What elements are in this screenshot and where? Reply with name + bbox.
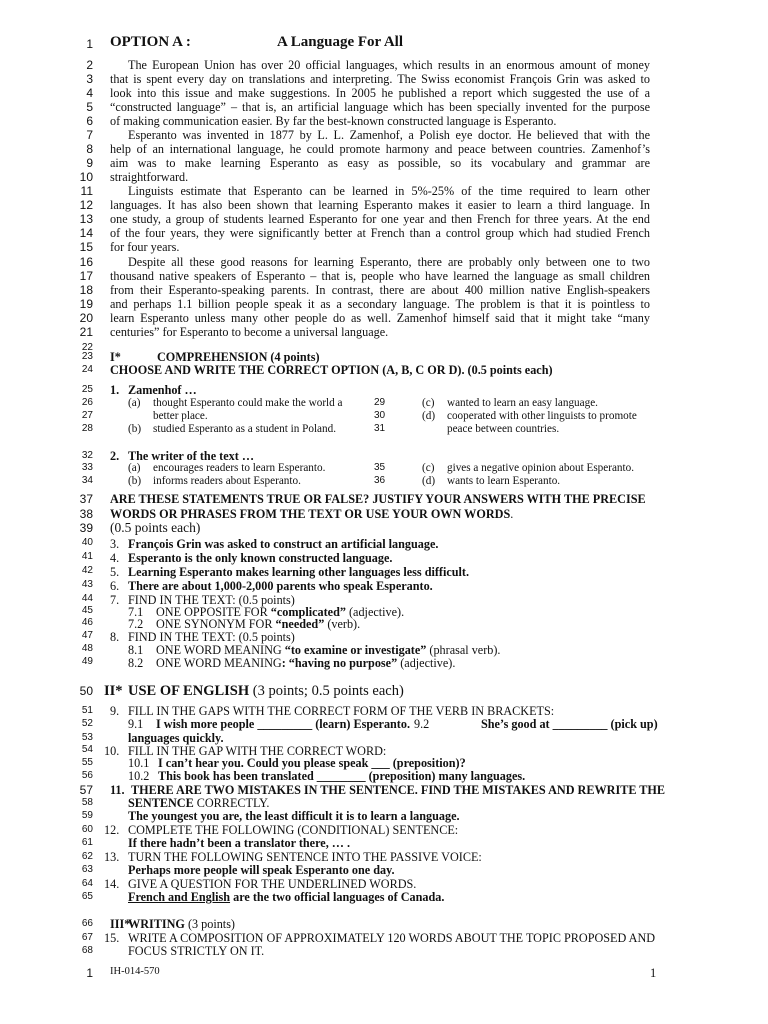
line-number: 53	[81, 732, 93, 743]
option-text: informs readers about Esperanto.	[153, 475, 301, 487]
sub-question-text: (adjective).	[345, 605, 405, 619]
sub-question-number: 9.1	[128, 717, 144, 731]
question-text: FIND IN THE TEXT: (0.5 points)	[128, 630, 295, 644]
question-number: 8.	[110, 630, 120, 644]
line-number: 48	[81, 643, 93, 654]
line-number: 9	[86, 156, 93, 170]
line-number: 22	[81, 342, 93, 353]
paragraph-line: of making communication easier. By far the best-known constructed language is Esperanto.	[110, 114, 557, 128]
option-label: (d)	[422, 475, 436, 487]
sub-question-text: ONE SYNONYM FOR	[156, 617, 276, 631]
option-text: studied Esperanto as a student in Poland.	[153, 423, 337, 435]
line-number: 67	[81, 932, 93, 943]
question-text: FIND IN THE TEXT: (0.5 points)	[128, 593, 295, 607]
line-number: 5	[86, 100, 93, 114]
line-number: 54	[81, 744, 93, 755]
option-label: (c)	[422, 462, 435, 474]
option-text: wanted to learn an easy language.	[447, 397, 598, 409]
line-number: 60	[81, 824, 93, 835]
line-number: 45	[81, 605, 93, 616]
line-number: 38	[79, 507, 93, 521]
instruction: ARE THESE STATEMENTS TRUE OR FALSE? JUSTIFY YOUR ANSWERS WITH THE PRECISE	[110, 492, 646, 506]
sub-question-text: ONE OPPOSITE FOR	[156, 605, 271, 619]
paragraph-line: straightforward.	[110, 170, 189, 184]
line-number: 10	[79, 170, 93, 184]
line-number: 32	[81, 450, 93, 461]
option-text: peace between countries.	[447, 423, 560, 435]
option-label: (c)	[422, 397, 435, 409]
line-number: 68	[81, 945, 93, 956]
line-number: 51	[81, 705, 93, 716]
line-number: 49	[81, 656, 93, 667]
sub-question-text: (adjective).	[397, 656, 456, 670]
line-number: 58	[81, 797, 93, 808]
sentence: The youngest you are, the least difficult it is to learn a language.	[128, 809, 460, 823]
line-number: 1	[86, 37, 93, 51]
line-number: 3	[86, 72, 93, 86]
line-number: 47	[81, 630, 93, 641]
option-text: thought Esperanto could make the world a	[153, 397, 343, 409]
line-number: 18	[79, 283, 93, 297]
line-number: 62	[81, 851, 93, 862]
line-number: 23	[81, 351, 93, 362]
line-number: 15	[79, 240, 93, 254]
section-title: COMPREHENSION (4 points)	[157, 350, 320, 364]
paragraph-line: aim was to make learning Esperanto as easy as possible, so its vocabulary and grammar are	[110, 156, 650, 170]
sub-question-text: She’s good at _________ (pick up)	[481, 717, 658, 731]
section-points: (3 points; 0.5 points each)	[249, 683, 404, 699]
line-number: 63	[81, 864, 93, 875]
question-number: 9.	[110, 704, 120, 718]
document-code: IH-014-570	[110, 966, 160, 977]
line-number: 41	[81, 551, 93, 562]
line-number: 16	[79, 255, 93, 269]
line-number: 29	[374, 397, 386, 408]
option-text: better place.	[153, 410, 208, 422]
line-number: 52	[81, 718, 93, 729]
question-number: 14.	[104, 877, 120, 891]
sub-question-text: I can’t hear you. Could you please speak ___ (preposition)?	[158, 756, 466, 770]
sub-question-text: This book has been translated ________ (preposition) many languages.	[158, 769, 526, 783]
sub-question-number: 10.2	[128, 769, 150, 783]
target-word: “complicated”	[270, 605, 346, 619]
line-number: 8	[86, 142, 93, 156]
line-number: 46	[81, 617, 93, 628]
paragraph-line: that is spent every day on translations and interpreting. The Swiss economist François Grin was asked to	[110, 72, 650, 86]
question-text: FOCUS STRICTLY ON IT.	[128, 944, 265, 958]
line-number: 43	[81, 579, 93, 590]
paragraph-line: one study, a group of students learned Esperanto for one year and then French for three years. At the end	[110, 212, 650, 226]
sub-question-text: ONE WORD MEANING	[156, 643, 285, 657]
line-number: 21	[79, 325, 93, 339]
paragraph-line: help of an international language, he could promote harmony and peace between countries. Zamenhof’s	[110, 142, 650, 156]
question-number: 13.	[104, 850, 120, 864]
paragraph-line: for four years.	[110, 240, 180, 254]
question-text: SENTENCE	[128, 796, 194, 810]
line-number: 17	[79, 269, 93, 283]
sub-question-text: ONE WORD MEANING	[156, 656, 282, 670]
option-label: (b)	[128, 475, 142, 487]
line-number: 40	[81, 537, 93, 548]
statement: François Grin was asked to construct an artificial language.	[128, 537, 439, 551]
line-number: 36	[374, 475, 386, 486]
paragraph-line: Linguists estimate that Esperanto can be learned in 5%-25% of the time required to learn other	[128, 184, 650, 198]
sub-question-number: 10.1	[128, 756, 150, 770]
line-number: 19	[79, 297, 93, 311]
question-number: 3.	[110, 537, 120, 551]
line-number: 1	[86, 966, 93, 980]
section-mark: III*	[110, 917, 131, 931]
option-text: gives a negative opinion about Esperanto.	[447, 462, 635, 474]
sub-question-text: languages quickly.	[128, 731, 224, 745]
line-number: 37	[79, 492, 93, 506]
question-number: 12.	[104, 823, 120, 837]
section-points: (3 points)	[184, 917, 235, 931]
question-text: WRITE A COMPOSITION OF APPROXIMATELY 120 WORDS ABOUT THE TOPIC PROPOSED AND	[128, 931, 656, 945]
paragraph-line: “constructed language” – that is, an artificial language which has been specially invented for the purpose	[110, 100, 650, 114]
question-number: 15.	[104, 931, 120, 945]
line-number: 11	[80, 184, 93, 198]
target-word: “to examine or investigate”	[284, 643, 427, 657]
option-label: (a)	[128, 462, 141, 474]
question-text: FILL IN THE GAP WITH THE CORRECT WORD:	[128, 744, 387, 758]
option-text: cooperated with other linguists to promote	[447, 410, 637, 422]
line-number: 55	[81, 757, 93, 768]
line-number: 56	[81, 770, 93, 781]
paragraph-line: centuries” for Esperanto to become a universal language.	[110, 325, 389, 339]
option-label: (b)	[128, 423, 142, 435]
sentence: If there hadn’t been a translator there, … .	[128, 836, 351, 850]
line-number: 2	[86, 58, 93, 72]
question-number: 7.	[110, 593, 120, 607]
line-number: 50	[79, 684, 93, 698]
paragraph-line: learn Esperanto unless many other people do as well. Zamenhof himself said that it might take “many	[110, 311, 650, 325]
question-number: 1.	[110, 383, 120, 397]
line-number: 44	[81, 593, 93, 604]
line-number: 28	[81, 423, 93, 434]
question-number: 2.	[110, 449, 120, 463]
line-number: 34	[81, 475, 93, 486]
question-text: COMPLETE THE FOLLOWING (CONDITIONAL) SENTENCE:	[128, 823, 459, 837]
section-mark: II*	[104, 683, 123, 699]
paragraph-line: The European Union has over 20 official languages, which results in an enormous amount of money	[128, 58, 650, 72]
option-text: encourages readers to learn Esperanto.	[153, 462, 326, 474]
line-number: 24	[81, 364, 93, 375]
line-number: 20	[79, 311, 93, 325]
option-text: wants to learn Esperanto.	[447, 475, 561, 487]
sub-question-number: 7.2	[128, 617, 144, 631]
line-number: 7	[86, 128, 93, 142]
section-title: USE OF ENGLISH	[128, 683, 250, 699]
line-number: 12	[79, 198, 93, 212]
line-number: 61	[81, 837, 93, 848]
question-number: 10.	[104, 744, 120, 758]
paragraph-line: from their Esperanto-speaking parents. In contrast, there are about 400 million native English-speakers	[110, 283, 650, 297]
statement: Esperanto is the only known constructed language.	[128, 551, 393, 565]
line-number: 14	[79, 226, 93, 240]
question-stem: The writer of the text …	[128, 449, 255, 463]
page-number: 1	[650, 966, 657, 980]
question-text: FILL IN THE GAPS WITH THE CORRECT FORM OF THE VERB IN BRACKETS:	[128, 704, 555, 718]
line-number: 65	[81, 891, 93, 902]
sub-question-number: 9.2	[414, 717, 430, 731]
question-stem: Zamenhof …	[128, 383, 197, 397]
instruction: CHOOSE AND WRITE THE CORRECT OPTION (A, B, C OR D). (0.5 points each)	[110, 363, 553, 377]
line-number: 35	[374, 462, 386, 473]
line-number: 25	[81, 384, 93, 395]
paragraph-line: Despite all these good reasons for learning Esperanto, there are probably only between one to two	[128, 255, 650, 269]
statement: There are about 1,000-2,000 parents who speak Esperanto.	[128, 579, 433, 593]
sub-question-number: 8.2	[128, 656, 144, 670]
question-text: GIVE A QUESTION FOR THE UNDERLINED WORDS.	[128, 877, 417, 891]
paragraph-line: look into this issue and make suggestions. In 2005 he published a report which suggested the use of a	[110, 86, 650, 100]
sentence: Perhaps more people will speak Esperanto one day.	[128, 863, 395, 877]
target-word: : “having no purpose”	[281, 656, 398, 670]
line-number: 4	[86, 86, 93, 100]
paragraph-line: of the four years, they were significantly better at French than a control group which had studied French	[110, 226, 650, 240]
line-number: 42	[81, 565, 93, 576]
line-number: 6	[86, 114, 93, 128]
sub-question-text: I wish more people _________ (learn) Esperanto.	[156, 717, 411, 731]
line-number: 33	[81, 462, 93, 473]
option-label: (d)	[422, 410, 436, 422]
paragraph-line: Esperanto was invented in 1877 by L. L. Zamenhof, a Polish eye doctor. He believed that with the	[128, 128, 650, 142]
statement: Learning Esperanto makes learning other languages less difficult.	[128, 565, 470, 579]
instruction: WORDS OR PHRASES FROM THE TEXT OR USE YOUR OWN WORDS	[110, 507, 511, 521]
sub-question-number: 8.1	[128, 643, 144, 657]
sub-question-text: (verb).	[324, 617, 361, 631]
paragraph-line: and perhaps 1.1 billion people speak it as a secondary language. The problem is that it is pointless to	[110, 297, 650, 311]
section-mark: I*	[110, 350, 121, 364]
question-number: 11.	[110, 783, 125, 797]
paragraph-line: thousand native speakers of Esperanto – that is, people who have learned the language as small children	[110, 269, 650, 283]
section-title: WRITING	[128, 917, 185, 931]
instruction-dot: .	[510, 507, 514, 521]
line-number: 57	[79, 783, 93, 797]
question-text: THERE ARE TWO MISTAKES IN THE SENTENCE. FIND THE MISTAKES AND REWRITE THE	[131, 783, 666, 797]
option-label: (a)	[128, 397, 141, 409]
line-number: 59	[81, 810, 93, 821]
line-number: 31	[374, 423, 386, 434]
sub-question-text: (phrasal verb).	[426, 643, 501, 657]
question-text: CORRECTLY.	[193, 796, 270, 810]
page-title: A Language For All	[277, 34, 403, 50]
question-number: 5.	[110, 565, 120, 579]
points-note: (0.5 points each)	[110, 520, 201, 535]
question-number: 6.	[110, 579, 120, 593]
paragraph-line: languages. It has also been shown that learning Esperanto makes it easier to learn a third language. In	[110, 198, 650, 212]
line-number: 27	[81, 410, 93, 421]
option-label: OPTION A :	[110, 34, 191, 50]
sub-question-number: 7.1	[128, 605, 144, 619]
line-number: 13	[79, 212, 93, 226]
line-number: 30	[374, 410, 386, 421]
target-word: “needed”	[275, 617, 325, 631]
sentence: are the two official languages of Canada.	[230, 890, 445, 904]
line-number: 26	[81, 397, 93, 408]
question-text: TURN THE FOLLOWING SENTENCE INTO THE PASSIVE VOICE:	[128, 850, 482, 864]
line-number: 39	[79, 521, 93, 535]
line-number: 66	[81, 918, 93, 929]
line-number: 64	[81, 878, 93, 889]
question-number: 4.	[110, 551, 120, 565]
underlined-words: French and English	[128, 890, 231, 904]
